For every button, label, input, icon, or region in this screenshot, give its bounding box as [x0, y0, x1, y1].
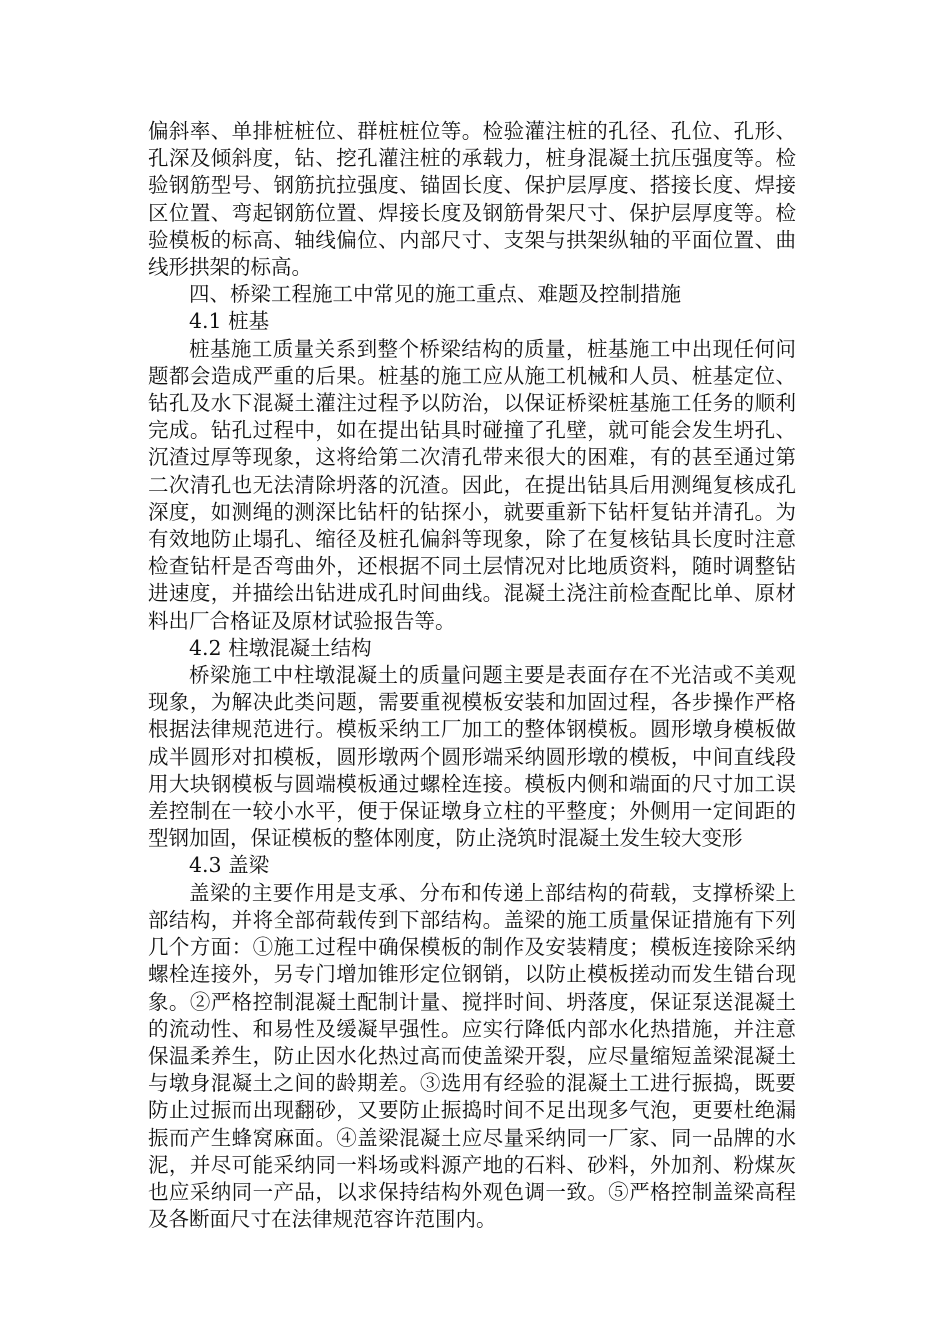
paragraph-cap-beam: 盖梁的主要作用是支承、分布和传递上部结构的荷载，支撑桥梁上部结构，并将全部荷载传到下部结构。盖梁的施工质量保证措施有下列几个方面：①施工过程中确保模板的制作及安装精度；模板连接除采纳螺栓连接外，另专门增加锥形定位钢销，以防止模板搓动而发生错台现象。②严格控制混凝土配制计量、搅拌时间、坍落度，保证泵送混凝土的流动性、和易性及缓凝早强性。应实行降低内部水化热措施，并注意保温柔养生，防止因水化热过高而使盖梁开裂，应尽量缩短盖梁混凝土与墩身混凝土之间的龄期差。③选用有经验的混凝土工进行振捣，既要防止过振而出现翻砂，又要防止振捣时间不足出现多气泡，更要杜绝漏振而产生蜂窝麻面。④盖梁混凝土应尽量采纳同一厂家、同一品牌的水泥，并尽可能采纳同一料场或料源产地的石料、砂料，外加剂、粉煤灰也应采纳同一产品，以求保持结构外观色调一致。⑤严格控制盖梁高程及各断面尺寸在法律规范容许范围内。	[148, 880, 796, 1232]
paragraph-pile-foundation: 桩基施工质量关系到整个桥梁结构的质量，桩基施工中出现任何问题都会造成严重的后果。桩基的施工应从施工机械和人员、桩基定位、钻孔及水下混凝土灌注过程予以防治，以保证桥梁桩基施工任务的顺利完成。钻孔过程中，如在提出钻具时碰撞了孔壁，就可能会发生坍孔、沉渣过厚等现象，这将给第二次清孔带来很大的困难，有的甚至通过第二次清孔也无法清除坍落的沉渣。因此，在提出钻具后用测绳复核成孔深度，如测绳的测深比钻杆的钻探小，就要重新下钻杆复钻并清孔。为有效地防止塌孔、缩径及桩孔偏斜等现象，除了在复核钻具长度时注意检查钻杆是否弯曲外，还根据不同土层情况对比地质资料，随时调整钻进速度，并描绘出钻进成孔时间曲线。混凝土浇注前检查配比单、原材料出厂合格证及原材试验报告等。	[148, 336, 796, 633]
subsection-heading-4-1: 4.1 桩基	[189, 309, 270, 334]
document-page	[148, 118, 796, 1233]
subsection-heading-4-3: 4.3 盖梁	[189, 853, 270, 878]
paragraph-continuation: 偏斜率、单排桩桩位、群桩桩位等。检验灌注桩的孔径、孔位、孔形、孔深及倾斜度，钻、挖孔灌注桩的承载力，桩身混凝土抗压强度等。检验钢筋型号、钢筋抗拉强度、锚固长度、保护层厚度、搭接长度、焊接区位置、弯起钢筋位置、焊接长度及钢筋骨架尺寸、保护层厚度等。检验模板的标高、轴线偏位、内部尺寸、支架与拱架纵轴的平面位置、曲线形拱架的标高。	[148, 119, 796, 280]
section-heading-4: 四、桥梁工程施工中常见的施工重点、难题及控制措施	[189, 282, 681, 307]
subsection-heading-4-2: 4.2 柱墩混凝土结构	[189, 635, 372, 660]
paragraph-pier-concrete: 桥梁施工中柱墩混凝土的质量问题主要是表面存在不光洁或不美观现象，为解决此类问题，需要重视模板安装和加固过程，各步操作严格根据法律规范进行。模板采纳工厂加工的整体钢模板。圆形墩身模板做成半圆形对扣模板，圆形墩两个圆形端采纳圆形墩的模板，中间直线段用大块钢模板与圆端模板通过螺栓连接。模板内侧和端面的尺寸加工误差控制在一较小水平，便于保证墩身立柱的平整度；外侧用一定间距的型钢加固，保证模板的整体刚度，防止浇筑时混凝土发生较大变形	[148, 663, 796, 851]
